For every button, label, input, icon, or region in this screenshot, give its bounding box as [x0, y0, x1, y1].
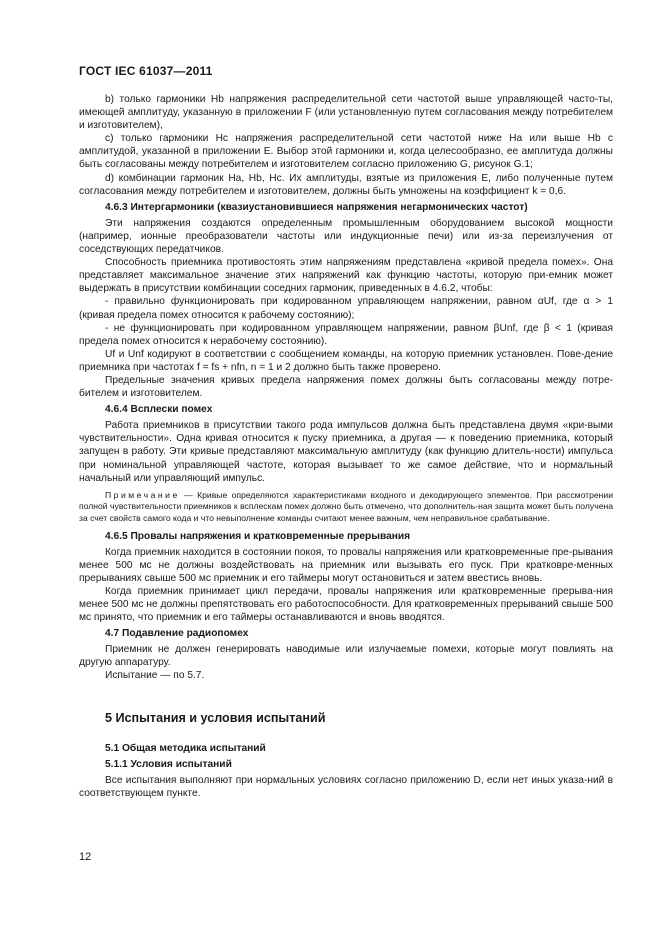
note-text: — Кривые определяются характеристиками входного и декодирующего элементов. При рассмотрении полной чувствительности приемников к всплескам помех должно быть отмечено, что дополнитель-ная защита может быть получена за счет свойств самого кода и что невыполнение команды считают менее важным, чем неправильное срабатывание.: [79, 489, 613, 523]
item-c: с) только гармоники Hc напряжения распределительной сети частотой ниже Ha или выше Hb с амплитудой, указанной в приложении Е. Выбор этой гармоники и, когда целесообразно, ее амплитуда должны быть согласованы между потребителем и изготовителем согласно приложению G, рисунок G.1;: [79, 133, 613, 171]
paragraph: Uf и Unf кодируют в соответствии с сообщением команды, на которую приемник установлен. Пове-дение приемника при частотах f = fs + nfn, n = 1 и 2 должно быть также проверено.: [79, 348, 613, 373]
note-label: Примечание: [105, 489, 180, 500]
heading-4-6-4: 4.6.4 Всплески помех: [105, 404, 213, 416]
paragraph: Все испытания выполняют при нормальных условиях согласно приложению D, если нет иных указа-ний в соответствующем пункте.: [79, 774, 613, 799]
paragraph: Работа приемников в присутствии такого рода импульсов должна быть представлена двумя «кри-выми чувствительности». Одна кривая относится к пуску приемника, а другая — к поведению приемника, который запущен в работу. Эти кривые представляют максимальную амплитуду (как функцию длитель-ности) импульса при номинальной управляющей частоте, которая вызывает то же самое действие, что и нормальный начальный или управляющий импульс.: [79, 420, 613, 484]
heading-4-6-5: 4.6.5 Провалы напряжения и кратковременные прерывания: [105, 530, 411, 542]
item-b: b) только гармоники Hb напряжения распределительной сети частотой выше управляющей часто-ты, имеющей амплитуду, указанную в приложении F (или установленную путем согласования между потребителем и изготовителем),: [79, 94, 613, 132]
list-item: - правильно функционировать при кодированном управляющем напряжении, равном αUf, где α > 1 (кривая предела помех относится к рабочему состоянию);: [79, 296, 613, 321]
note: [79, 490, 613, 525]
heading-4-6-3: 4.6.3 Интергармоники (квазиустановившиеся напряжения негармонических частот): [105, 201, 528, 213]
document-header: ГОСТ IEC 61037—2011: [79, 64, 213, 78]
paragraph: Испытание — по 5.7.: [105, 670, 205, 682]
document-body: [79, 93, 613, 800]
paragraph: Эти напряжения создаются определенным промышленным оборудованием высокой мощности (например, ионные преобразователи частоты или индукционные печи) или из-за переизлучения от соседствующих передатчиков.: [79, 217, 613, 256]
paragraph: Предельные значения кривых предела напряжения помех должны быть согласованы между потре-бителем и изготовителем.: [79, 374, 613, 400]
heading-5-1: 5.1 Общая методика испытаний: [105, 742, 266, 754]
item-d: d) комбинации гармоник Ha, Hb, Hc. Их амплитуды, взятые из приложения Е, либо полученные путем согласования между потребителем и изготовителем, должны быть умножены на коэффициент k = 0,6.: [79, 172, 613, 197]
paragraph: Когда приемник принимает цикл передачи, провалы напряжения или кратковременные прерыва-ния менее 500 мс не должны препятствовать его работоспособности. Для кратковременных прерываний свыше 500 мс принято, что приемник и его таймеры останавливаются и вновь вводятся.: [79, 585, 613, 624]
page-number: 12: [79, 851, 92, 863]
paragraph: Способность приемника противостоять этим напряжениям представлена «кривой предела помех». Она представляет максимальное значение этих напряжений как функцию частоты, которую при-емник может выдержать в присутствии комбинации соседних гармоник, приведенных в 4.6.2, чтобы:: [79, 257, 613, 295]
heading-5-1-1: 5.1.1 Условия испытаний: [105, 758, 232, 770]
section-5-title: 5 Испытания и условия испытаний: [105, 710, 326, 725]
paragraph: Когда приемник находится в состоянии покоя, то провалы напряжения или кратковременные пре-рывания менее 500 мс не должны воздействовать на приемник или вызывать его пуск. При кратковре-менных прерываниях свыше 500 мс приемник и его таймеры могут остановиться и затем ввестись вновь.: [79, 546, 613, 584]
list-item: - не функционировать при кодированном управляющем напряжении, равном βUnf, где β < 1 (кривая предела помех относится к нерабочему состоянию).: [79, 322, 613, 347]
heading-4-7: 4.7 Подавление радиопомех: [105, 628, 249, 640]
paragraph: Приемник не должен генерировать наводимые или излучаемые помехи, которые могут повлиять на другую аппаратуру.: [79, 644, 613, 669]
